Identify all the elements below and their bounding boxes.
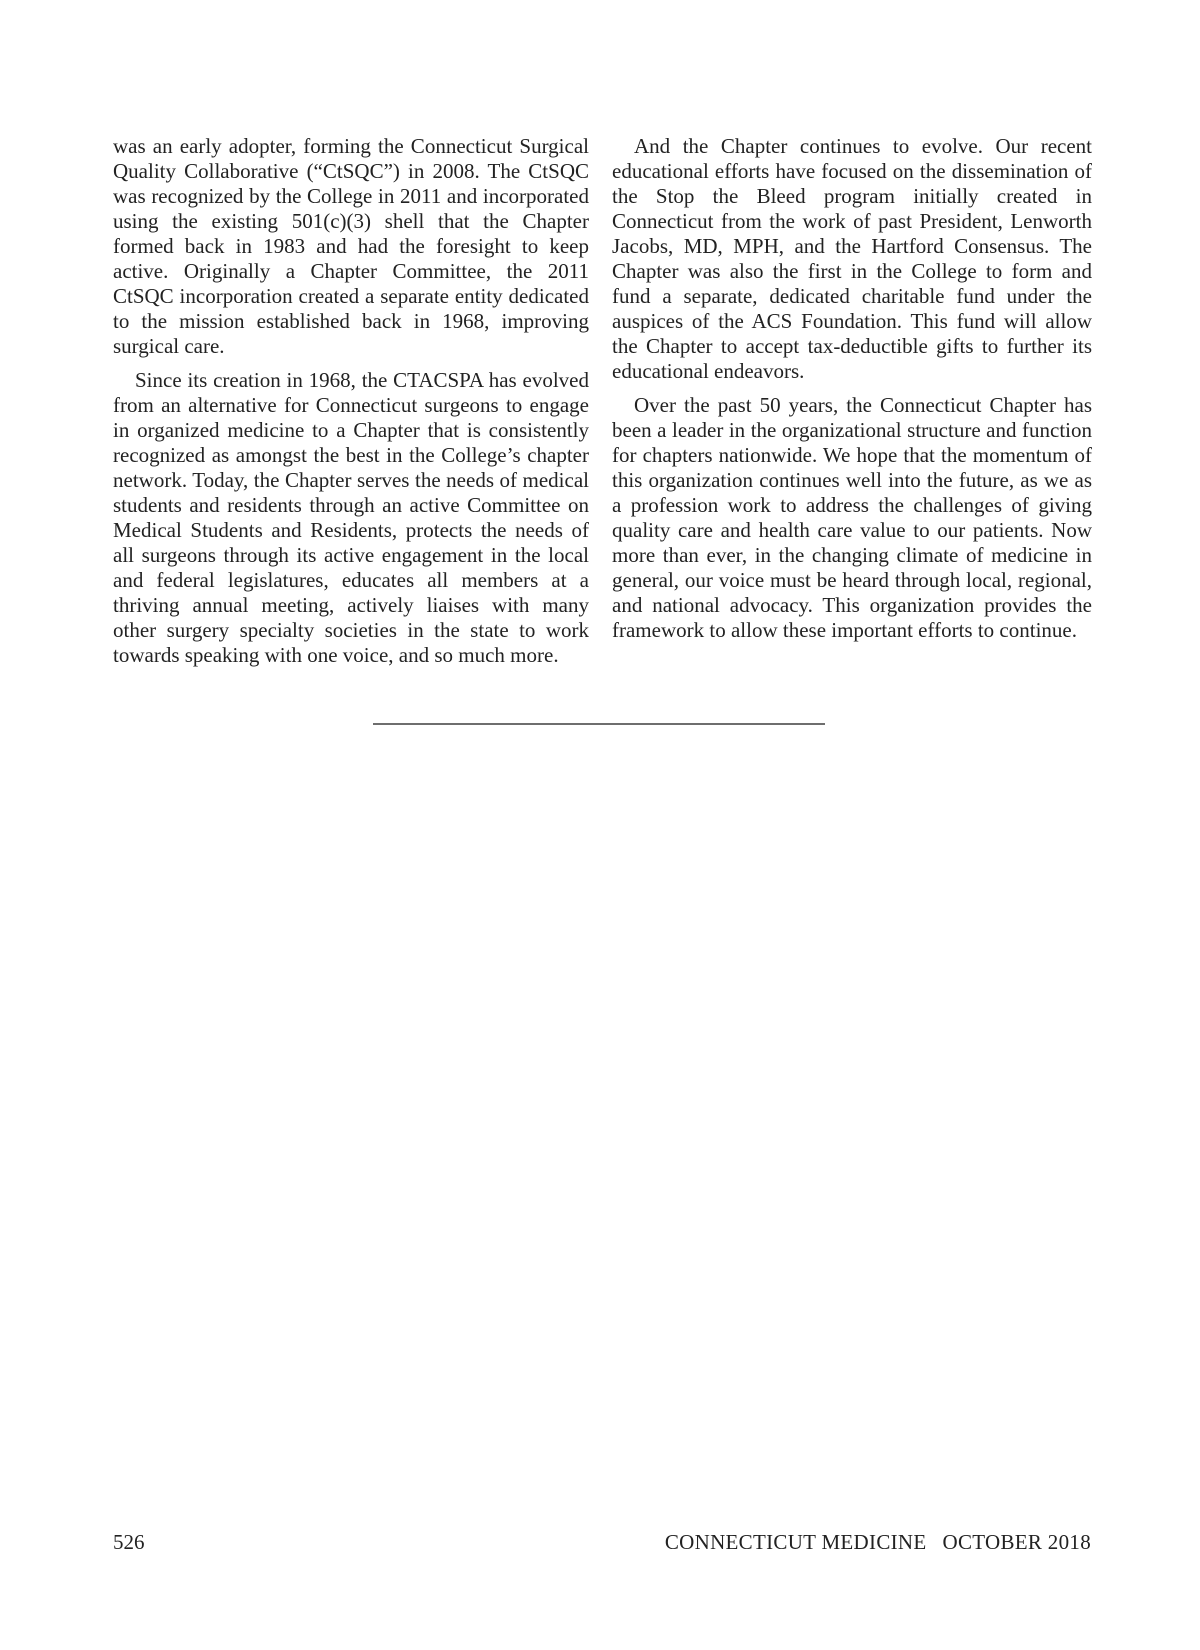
section-divider [373,723,825,725]
paragraph-chapter-evolves: And the Chapter continues to evolve. Our recent educational efforts have focused on the dissemination of the Stop the Bleed program initially created in Connecticut from the work of past President, Lenworth Jacobs, MD, MPH, and the Hartford Consensus. The Chapter was also the first in the College to form and fund a separate, dedicated charitable fund under the auspices of the ACS Foundation. This fund will allow the Chapter to accept tax-deductible gifts to further its educational endeavors. [612,134,1092,383]
paragraph-ctacspa-evolution: Since its creation in 1968, the CTACSPA has evolved from an alternative for Connecticut surgeons to engage in organized medicine to a Chapter that is consistently recognized as amongst the best in the College’s chapter network. Today, the Chapter serves the needs of medical students and residents through an active Committee on Medical Students and Residents, protects the needs of all surgeons through its active engagement in the local and federal legislatures, educates all members at a thriving annual meeting, actively liaises with many other surgery specialty societies in the state to work towards speaking with one voice, and so much more. [113,368,589,667]
page-number: 526 [113,1530,145,1554]
journal-name: CONNECTICUT MEDICINE [664,1530,927,1554]
paragraph-ctsqc: was an early adopter, forming the Connecticut Surgical Quality Collaborative (“CtSQC”) in 2008. The CtSQC was recognized by the College in 2011 and incorporated using the existing 501(c)(3) shell that the Chapter formed back in 1983 and had the foresight to keep active. Originally a Chapter Committee, the 2011 CtSQC incorporation created a separate entity dedicated to the mission established back in 1968, improving surgical care. [113,134,589,358]
left-column [113,134,589,677]
issue-date: OCTOBER 2018 [942,1530,1091,1554]
paragraph-past-50-years: Over the past 50 years, the Connecticut Chapter has been a leader in the organizational structure and function for chapters nationwide. We hope that the momentum of this organization continues well into the future, as we as a profession work to address the challenges of giving quality care and health care value to our patients. Now more than ever, in the changing climate of medicine in general, our voice must be heard through local, regional, and national advocacy. This organization provides the framework to allow these important efforts to continue. [612,393,1092,642]
running-footer [665,1530,1091,1555]
right-column [612,134,1092,652]
